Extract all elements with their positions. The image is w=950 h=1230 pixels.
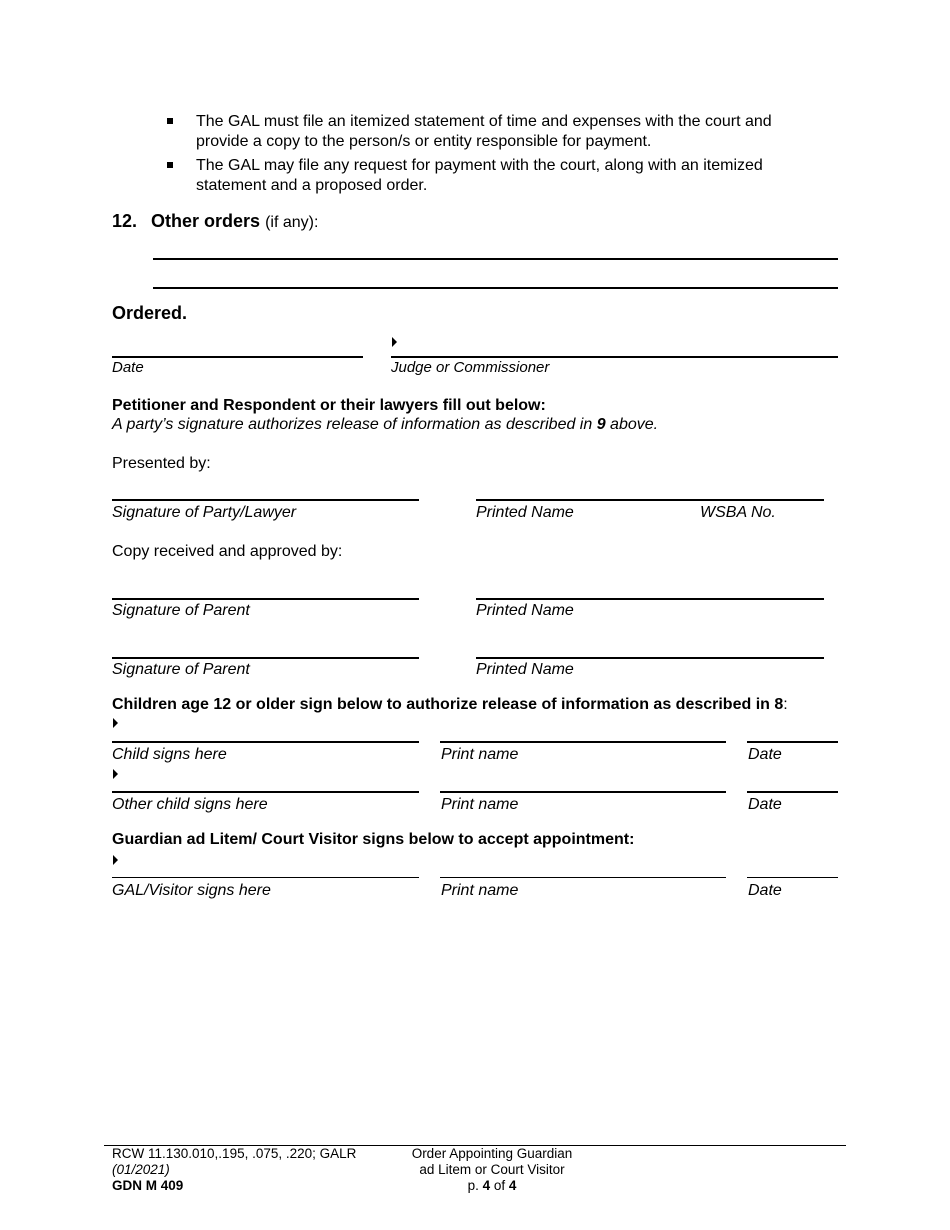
gal-heading: Guardian ad Litem/ Court Visitor signs below to accept appointment: [112,831,635,848]
child-date-line[interactable] [747,741,838,743]
parent-printed-name-line-1[interactable] [476,598,824,600]
children-heading: Children age 12 or older sign below to authorize release of information as described in 8: [112,696,788,713]
judge-signature-line[interactable] [391,356,838,358]
gal-print-name-line[interactable] [440,877,726,878]
party-printed-name-line[interactable] [476,499,824,501]
signature-arrow-icon [113,769,118,779]
copy-received-label: Copy received and approved by: [112,543,343,560]
other-child-signs-label: Other child signs here [112,796,268,813]
presented-by-label: Presented by: [112,455,211,472]
parent-signature-label-2: Signature of Parent [112,661,250,678]
bullet-marker [167,118,173,124]
footer-page-number: p. 4 of 4 [467,1178,517,1193]
footer-center [392,1146,592,1194]
wsba-label: WSBA No. [700,504,776,521]
gal-signs-label: GAL/Visitor signs here [112,882,271,899]
date-label: Date [112,359,144,376]
bullet-marker [167,162,173,168]
gal-signature-line[interactable] [112,877,419,878]
ordered-heading: Ordered. [112,303,188,323]
parent-signature-label-1: Signature of Parent [112,602,250,619]
parent-signature-line-1[interactable] [112,598,419,600]
parties-note: A party’s signature authorizes release of information as described in 9 above. [112,416,659,433]
parent-printed-name-label-1: Printed Name [476,602,574,619]
footer-left [112,1146,356,1194]
date-line[interactable] [112,356,363,358]
parent-printed-name-line-2[interactable] [476,657,824,659]
other-orders-line-2[interactable] [153,287,838,289]
parent-printed-name-label-2: Printed Name [476,661,574,678]
other-child-date-line[interactable] [747,791,838,793]
other-child-print-name-label: Print name [441,796,519,813]
party-signature-line[interactable] [112,499,419,501]
other-child-date-label: Date [748,796,782,813]
printed-name-label: Printed Name [476,504,574,521]
footer-title-1: Order Appointing Guardian [411,1146,573,1161]
gal-date-label: Date [748,882,782,899]
parties-heading: Petitioner and Respondent or their lawyers fill out below: [112,397,546,414]
child-print-name-line[interactable] [440,741,726,743]
other-child-signature-line[interactable] [112,791,419,793]
bullet-text-1: The GAL must file an itemized statement of time and expenses with the court and provide a copy to the person/s or entity responsible for payment. [196,113,772,150]
signature-arrow-icon [392,337,397,347]
gal-print-name-label: Print name [441,882,519,899]
footer-form-number: GDN M 409 [112,1178,184,1193]
bullet-text-2: The GAL may file any request for payment with the court, along with an itemized statement and a proposed order. [196,157,763,194]
parent-signature-line-2[interactable] [112,657,419,659]
child-signature-line[interactable] [112,741,419,743]
gal-date-line[interactable] [747,877,838,878]
footer-rcw: RCW 11.130.010,.195, .075, .220; GALR [112,1146,357,1161]
footer-title-2: ad Litem or Court Visitor [419,1162,565,1177]
signature-arrow-icon [113,855,118,865]
signature-arrow-icon [113,718,118,728]
section-12-heading: 12. Other orders (if any): [112,211,319,231]
other-orders-line-1[interactable] [153,258,838,260]
child-date-label: Date [748,746,782,763]
judge-label: Judge or Commissioner [391,359,550,376]
other-child-print-name-line[interactable] [440,791,726,793]
child-signs-label: Child signs here [112,746,227,763]
footer-revision: (01/2021) [112,1162,170,1177]
child-print-name-label: Print name [441,746,519,763]
party-signature-label: Signature of Party/Lawyer [112,504,297,521]
